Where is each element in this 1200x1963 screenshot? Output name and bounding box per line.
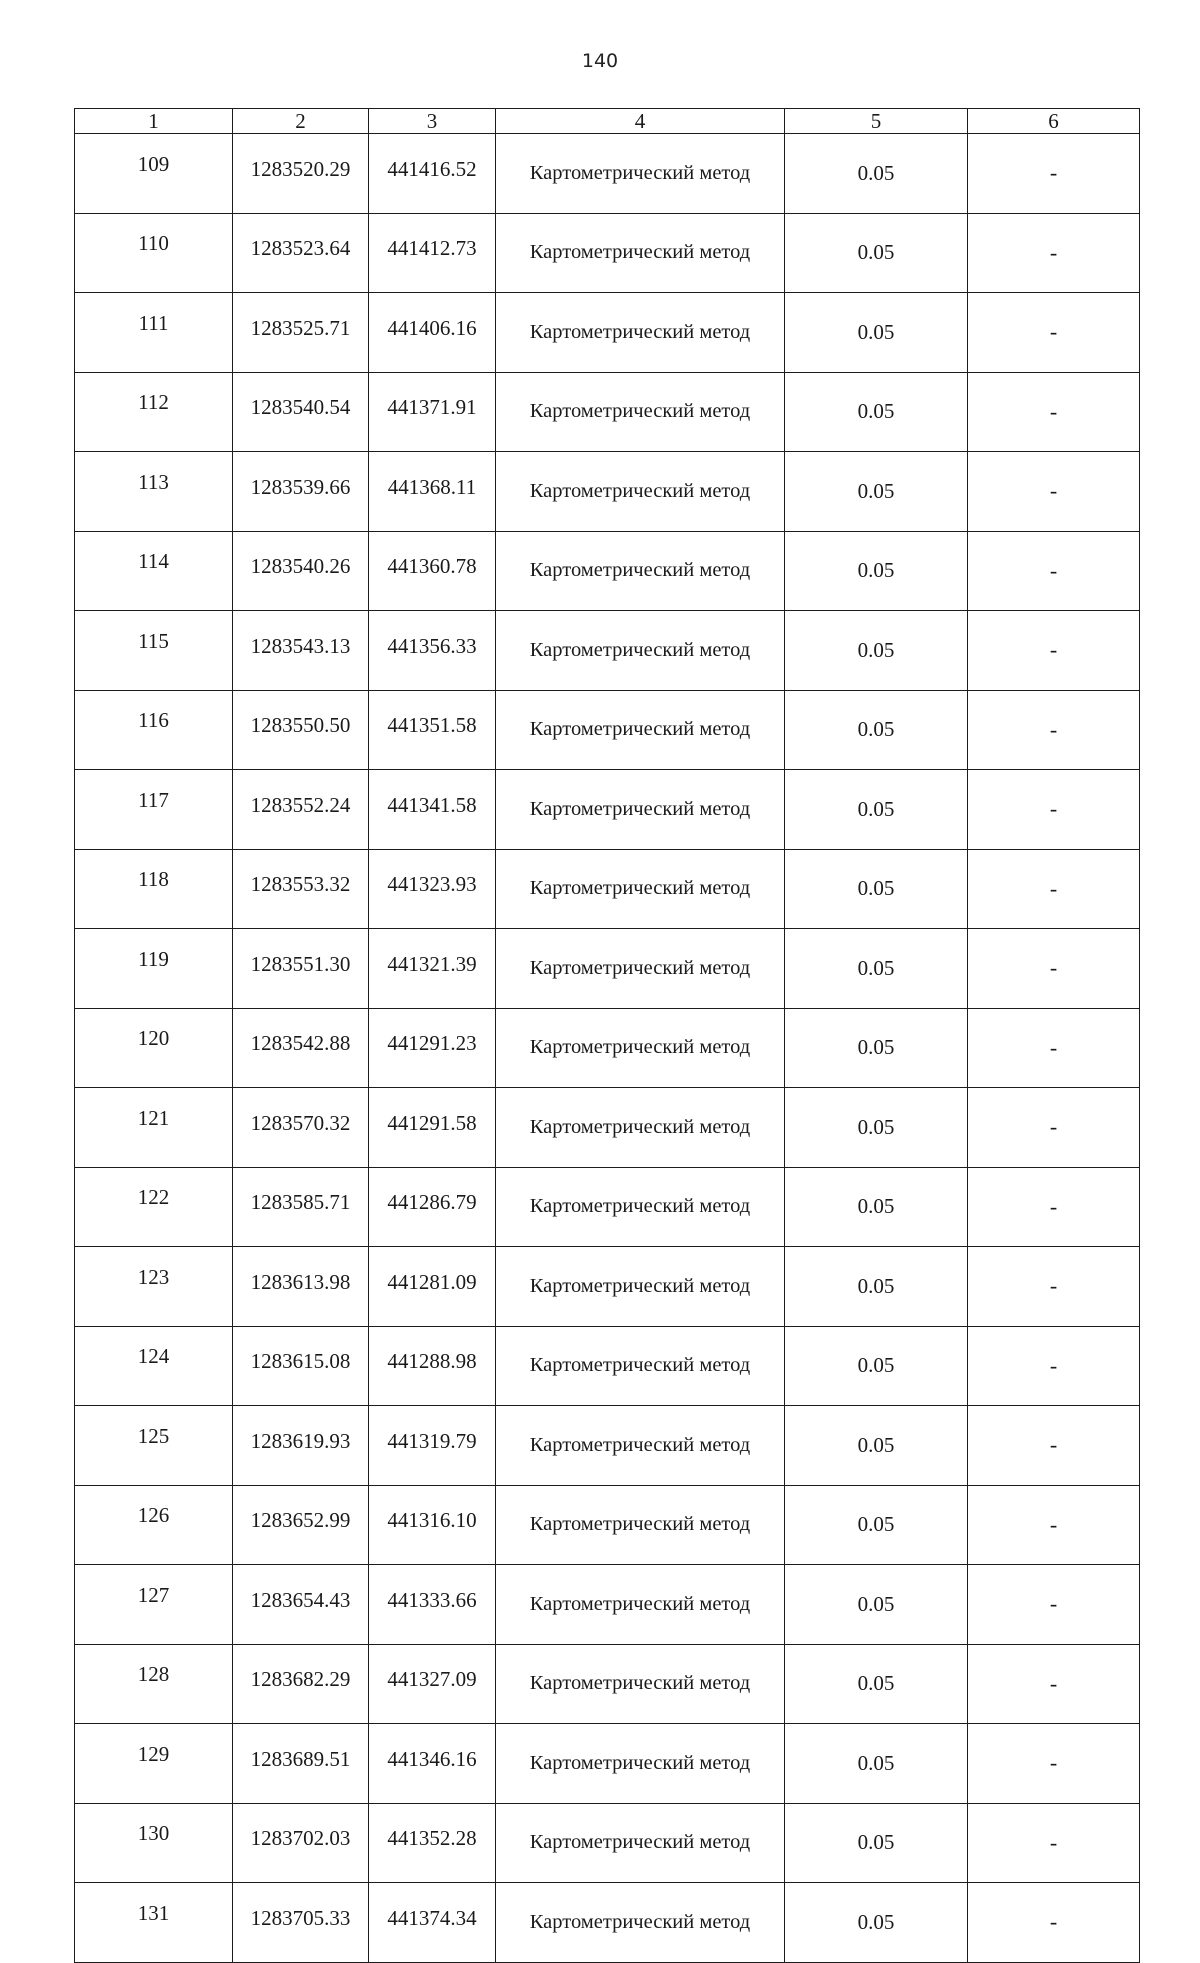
point-number-cell: 115 [75, 611, 233, 691]
accuracy-cell: 0.05 [785, 929, 968, 1009]
description-cell: - [968, 690, 1140, 770]
x-coordinate-cell: 1283550.50 [233, 690, 369, 770]
accuracy-cell: 0.05 [785, 134, 968, 214]
point-number-cell: 117 [75, 770, 233, 850]
table-row [75, 1485, 1140, 1565]
page-number: 140 [581, 50, 619, 72]
x-coordinate-cell: 1283542.88 [233, 1008, 369, 1088]
table-header-row [75, 109, 1140, 134]
method-cell: Картометрический метод [496, 1724, 785, 1804]
x-coordinate-cell: 1283525.71 [233, 293, 369, 373]
table-row [75, 1803, 1140, 1883]
x-coordinate-cell: 1283552.24 [233, 770, 369, 850]
accuracy-cell: 0.05 [785, 690, 968, 770]
description-cell: - [968, 770, 1140, 850]
description-cell: - [968, 452, 1140, 532]
point-number-cell: 123 [75, 1247, 233, 1327]
description-cell: - [968, 1008, 1140, 1088]
description-cell: - [968, 1485, 1140, 1565]
accuracy-cell: 0.05 [785, 1247, 968, 1327]
method-cell: Картометрический метод [496, 531, 785, 611]
table-row [75, 452, 1140, 532]
point-number-cell: 129 [75, 1724, 233, 1804]
accuracy-cell: 0.05 [785, 770, 968, 850]
accuracy-cell: 0.05 [785, 849, 968, 929]
description-cell: - [968, 134, 1140, 214]
table-row [75, 1167, 1140, 1247]
table-row [75, 690, 1140, 770]
method-cell: Картометрический метод [496, 849, 785, 929]
method-cell: Картометрический метод [496, 1326, 785, 1406]
description-cell: - [968, 1167, 1140, 1247]
point-number-cell: 124 [75, 1326, 233, 1406]
y-coordinate-cell: 441288.98 [369, 1326, 496, 1406]
y-coordinate-cell: 441371.91 [369, 372, 496, 452]
point-number-cell: 126 [75, 1485, 233, 1565]
accuracy-cell: 0.05 [785, 1008, 968, 1088]
table-row [75, 531, 1140, 611]
y-coordinate-cell: 441291.23 [369, 1008, 496, 1088]
y-coordinate-cell: 441319.79 [369, 1406, 496, 1486]
x-coordinate-cell: 1283615.08 [233, 1326, 369, 1406]
accuracy-cell: 0.05 [785, 1565, 968, 1645]
point-number-cell: 121 [75, 1088, 233, 1168]
accuracy-cell: 0.05 [785, 213, 968, 293]
accuracy-cell: 0.05 [785, 1326, 968, 1406]
y-coordinate-cell: 441316.10 [369, 1485, 496, 1565]
y-coordinate-cell: 441286.79 [369, 1167, 496, 1247]
accuracy-cell: 0.05 [785, 1644, 968, 1724]
method-cell: Картометрический метод [496, 1644, 785, 1724]
x-coordinate-cell: 1283540.54 [233, 372, 369, 452]
point-number-cell: 114 [75, 531, 233, 611]
point-number-cell: 127 [75, 1565, 233, 1645]
x-coordinate-cell: 1283613.98 [233, 1247, 369, 1327]
point-number-cell: 128 [75, 1644, 233, 1724]
description-cell: - [968, 213, 1140, 293]
y-coordinate-cell: 441333.66 [369, 1565, 496, 1645]
x-coordinate-cell: 1283585.71 [233, 1167, 369, 1247]
y-coordinate-cell: 441321.39 [369, 929, 496, 1009]
point-number-cell: 131 [75, 1883, 233, 1963]
description-cell: - [968, 1326, 1140, 1406]
point-number-cell: 120 [75, 1008, 233, 1088]
method-cell: Картометрический метод [496, 293, 785, 373]
accuracy-cell: 0.05 [785, 452, 968, 532]
description-cell: - [968, 1565, 1140, 1645]
method-cell: Картометрический метод [496, 1406, 785, 1486]
method-cell: Картометрический метод [496, 1247, 785, 1327]
point-number-cell: 130 [75, 1803, 233, 1883]
table-row [75, 611, 1140, 691]
description-cell: - [968, 1644, 1140, 1724]
x-coordinate-cell: 1283654.43 [233, 1565, 369, 1645]
method-cell: Картометрический метод [496, 372, 785, 452]
x-coordinate-cell: 1283520.29 [233, 134, 369, 214]
point-number-cell: 112 [75, 372, 233, 452]
table-row [75, 1406, 1140, 1486]
x-coordinate-cell: 1283551.30 [233, 929, 369, 1009]
table-row [75, 929, 1140, 1009]
x-coordinate-cell: 1283539.66 [233, 452, 369, 532]
accuracy-cell: 0.05 [785, 372, 968, 452]
y-coordinate-cell: 441406.16 [369, 293, 496, 373]
y-coordinate-cell: 441412.73 [369, 213, 496, 293]
point-number-cell: 125 [75, 1406, 233, 1486]
description-cell: - [968, 611, 1140, 691]
accuracy-cell: 0.05 [785, 1088, 968, 1168]
table-row [75, 770, 1140, 850]
y-coordinate-cell: 441323.93 [369, 849, 496, 929]
description-cell: - [968, 1724, 1140, 1804]
description-cell: - [968, 531, 1140, 611]
accuracy-cell: 0.05 [785, 293, 968, 373]
description-cell: - [968, 1883, 1140, 1963]
y-coordinate-cell: 441291.58 [369, 1088, 496, 1168]
table-row [75, 1326, 1140, 1406]
method-cell: Картометрический метод [496, 770, 785, 850]
x-coordinate-cell: 1283523.64 [233, 213, 369, 293]
column-header-2: 2 [233, 109, 369, 134]
point-number-cell: 122 [75, 1167, 233, 1247]
table-row [75, 849, 1140, 929]
y-coordinate-cell: 441416.52 [369, 134, 496, 214]
method-cell: Картометрический метод [496, 1803, 785, 1883]
table-row [75, 213, 1140, 293]
accuracy-cell: 0.05 [785, 1406, 968, 1486]
accuracy-cell: 0.05 [785, 1803, 968, 1883]
y-coordinate-cell: 441327.09 [369, 1644, 496, 1724]
y-coordinate-cell: 441352.28 [369, 1803, 496, 1883]
point-number-cell: 118 [75, 849, 233, 929]
table-row [75, 293, 1140, 373]
method-cell: Картометрический метод [496, 1565, 785, 1645]
description-cell: - [968, 372, 1140, 452]
column-header-5: 5 [785, 109, 968, 134]
x-coordinate-cell: 1283702.03 [233, 1803, 369, 1883]
table-row [75, 1883, 1140, 1963]
y-coordinate-cell: 441360.78 [369, 531, 496, 611]
accuracy-cell: 0.05 [785, 611, 968, 691]
description-cell: - [968, 293, 1140, 373]
point-number-cell: 113 [75, 452, 233, 532]
table-row [75, 1565, 1140, 1645]
method-cell: Картометрический метод [496, 611, 785, 691]
method-cell: Картометрический метод [496, 134, 785, 214]
table-row [75, 1008, 1140, 1088]
accuracy-cell: 0.05 [785, 1724, 968, 1804]
method-cell: Картометрический метод [496, 929, 785, 1009]
description-cell: - [968, 1406, 1140, 1486]
method-cell: Картометрический метод [496, 213, 785, 293]
table-row [75, 134, 1140, 214]
column-header-6: 6 [968, 109, 1140, 134]
x-coordinate-cell: 1283570.32 [233, 1088, 369, 1168]
x-coordinate-cell: 1283540.26 [233, 531, 369, 611]
method-cell: Картометрический метод [496, 1088, 785, 1168]
y-coordinate-cell: 441341.58 [369, 770, 496, 850]
method-cell: Картометрический метод [496, 452, 785, 532]
accuracy-cell: 0.05 [785, 1883, 968, 1963]
x-coordinate-cell: 1283553.32 [233, 849, 369, 929]
y-coordinate-cell: 441368.11 [369, 452, 496, 532]
accuracy-cell: 0.05 [785, 531, 968, 611]
y-coordinate-cell: 441346.16 [369, 1724, 496, 1804]
column-header-1: 1 [75, 109, 233, 134]
y-coordinate-cell: 441356.33 [369, 611, 496, 691]
description-cell: - [968, 1088, 1140, 1168]
method-cell: Картометрический метод [496, 690, 785, 770]
point-number-cell: 116 [75, 690, 233, 770]
x-coordinate-cell: 1283652.99 [233, 1485, 369, 1565]
description-cell: - [968, 849, 1140, 929]
y-coordinate-cell: 441351.58 [369, 690, 496, 770]
table-row [75, 1088, 1140, 1168]
description-cell: - [968, 929, 1140, 1009]
method-cell: Картометрический метод [496, 1883, 785, 1963]
column-header-4: 4 [496, 109, 785, 134]
description-cell: - [968, 1803, 1140, 1883]
x-coordinate-cell: 1283689.51 [233, 1724, 369, 1804]
method-cell: Картометрический метод [496, 1485, 785, 1565]
table-body [75, 134, 1140, 1963]
x-coordinate-cell: 1283682.29 [233, 1644, 369, 1724]
table-row [75, 1247, 1140, 1327]
point-number-cell: 110 [75, 213, 233, 293]
description-cell: - [968, 1247, 1140, 1327]
accuracy-cell: 0.05 [785, 1167, 968, 1247]
x-coordinate-cell: 1283619.93 [233, 1406, 369, 1486]
x-coordinate-cell: 1283543.13 [233, 611, 369, 691]
method-cell: Картометрический метод [496, 1008, 785, 1088]
table-row [75, 1724, 1140, 1804]
column-header-3: 3 [369, 109, 496, 134]
coordinates-table [74, 108, 1140, 1963]
method-cell: Картометрический метод [496, 1167, 785, 1247]
y-coordinate-cell: 441281.09 [369, 1247, 496, 1327]
table-row [75, 1644, 1140, 1724]
point-number-cell: 109 [75, 134, 233, 214]
point-number-cell: 111 [75, 293, 233, 373]
y-coordinate-cell: 441374.34 [369, 1883, 496, 1963]
x-coordinate-cell: 1283705.33 [233, 1883, 369, 1963]
point-number-cell: 119 [75, 929, 233, 1009]
table-row [75, 372, 1140, 452]
accuracy-cell: 0.05 [785, 1485, 968, 1565]
